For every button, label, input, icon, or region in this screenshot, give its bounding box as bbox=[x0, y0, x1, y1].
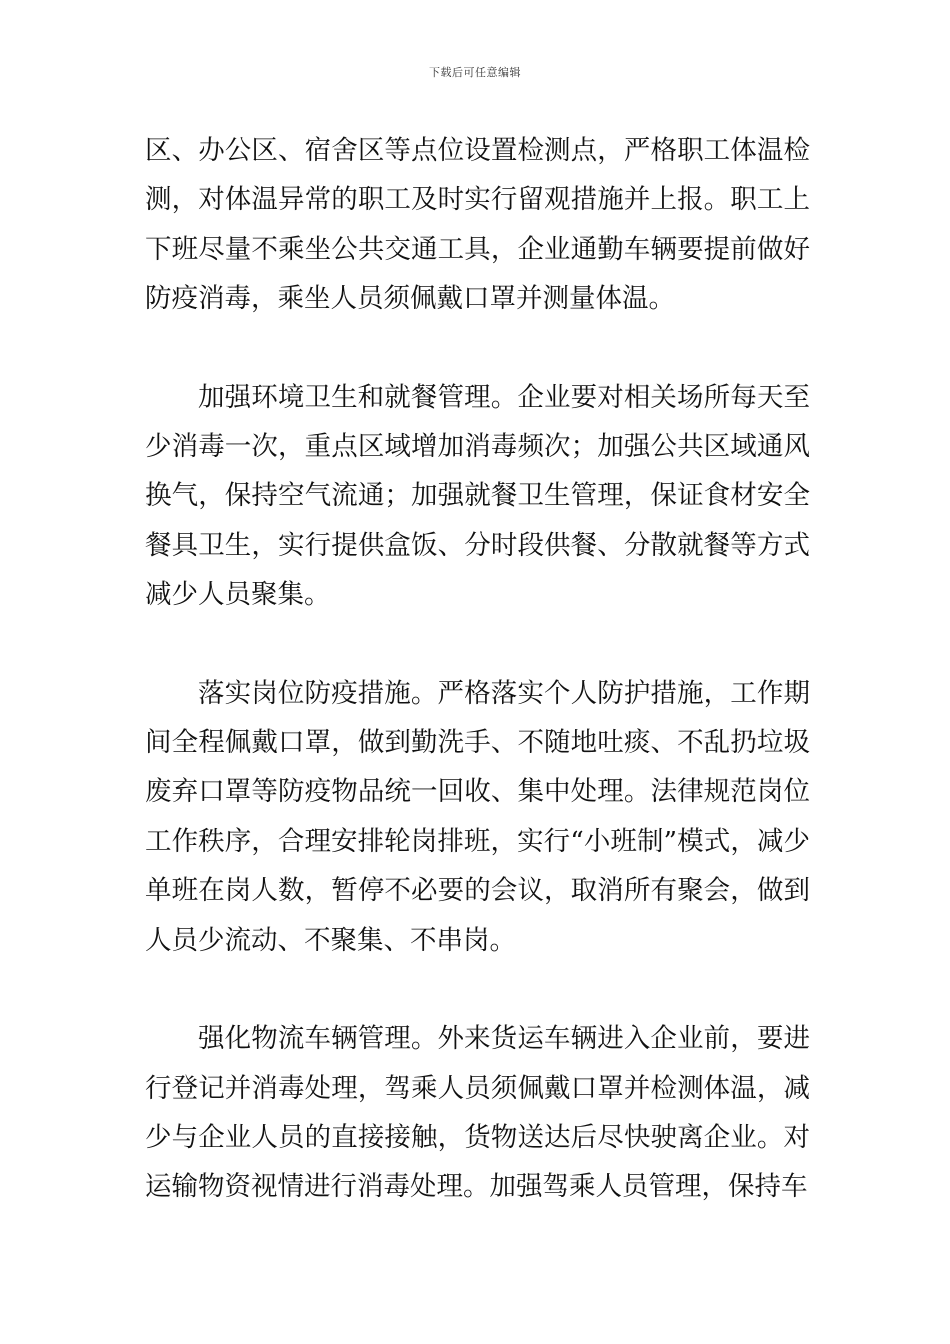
page-header-note: 下载后可任意编辑 bbox=[429, 66, 521, 79]
paragraph-logistics-vehicles: 强化物流车辆管理。外来货运车辆进入企业前，要进行登记并消毒处理，驾乘人员须佩戴口罩并检测体温，减少与企业人员的直接接触，货物送达后尽快驶离企业。对运输物资视情进行消毒处理。加强驾乘人员管理，保持车 bbox=[145, 1023, 810, 1203]
paragraph-gap bbox=[145, 620, 810, 669]
paragraph-gap bbox=[145, 965, 810, 1014]
paragraph-continuation: 区、办公区、宿舍区等点位设置检测点，严格职工体温检测，对体温异常的职工及时实行留观措施并上报。职工上下班尽量不乘坐公共交通工具，企业通勤车辆要提前做好防疫消毒，乘坐人员须佩戴口罩并测量体温。 bbox=[145, 135, 810, 315]
paragraph-post-prevention: 落实岗位防疫措施。严格落实个人防护措施，工作期间全程佩戴口罩，做到勤洗手、不随地吐痰、不乱扔垃圾废弃口罩等防疫物品统一回收、集中处理。法律规范岗位工作秩序，合理安排轮岗排班，实行“小班制”模式，减少单班在岗人数，暂停不必要的会议，取消所有聚会，做到人员少流动、不聚集、不串岗。 bbox=[145, 677, 810, 956]
paragraph-environment-hygiene: 加强环境卫生和就餐管理。企业要对相关场所每天至少消毒一次，重点区域增加消毒频次；加强公共区域通风换气，保持空气流通；加强就餐卫生管理，保证食材安全餐具卫生，实行提供盒饭、分时段供餐、分散就餐等方式减少人员聚集。 bbox=[145, 381, 810, 611]
paragraph-gap bbox=[145, 324, 810, 373]
document-body bbox=[145, 126, 810, 1212]
